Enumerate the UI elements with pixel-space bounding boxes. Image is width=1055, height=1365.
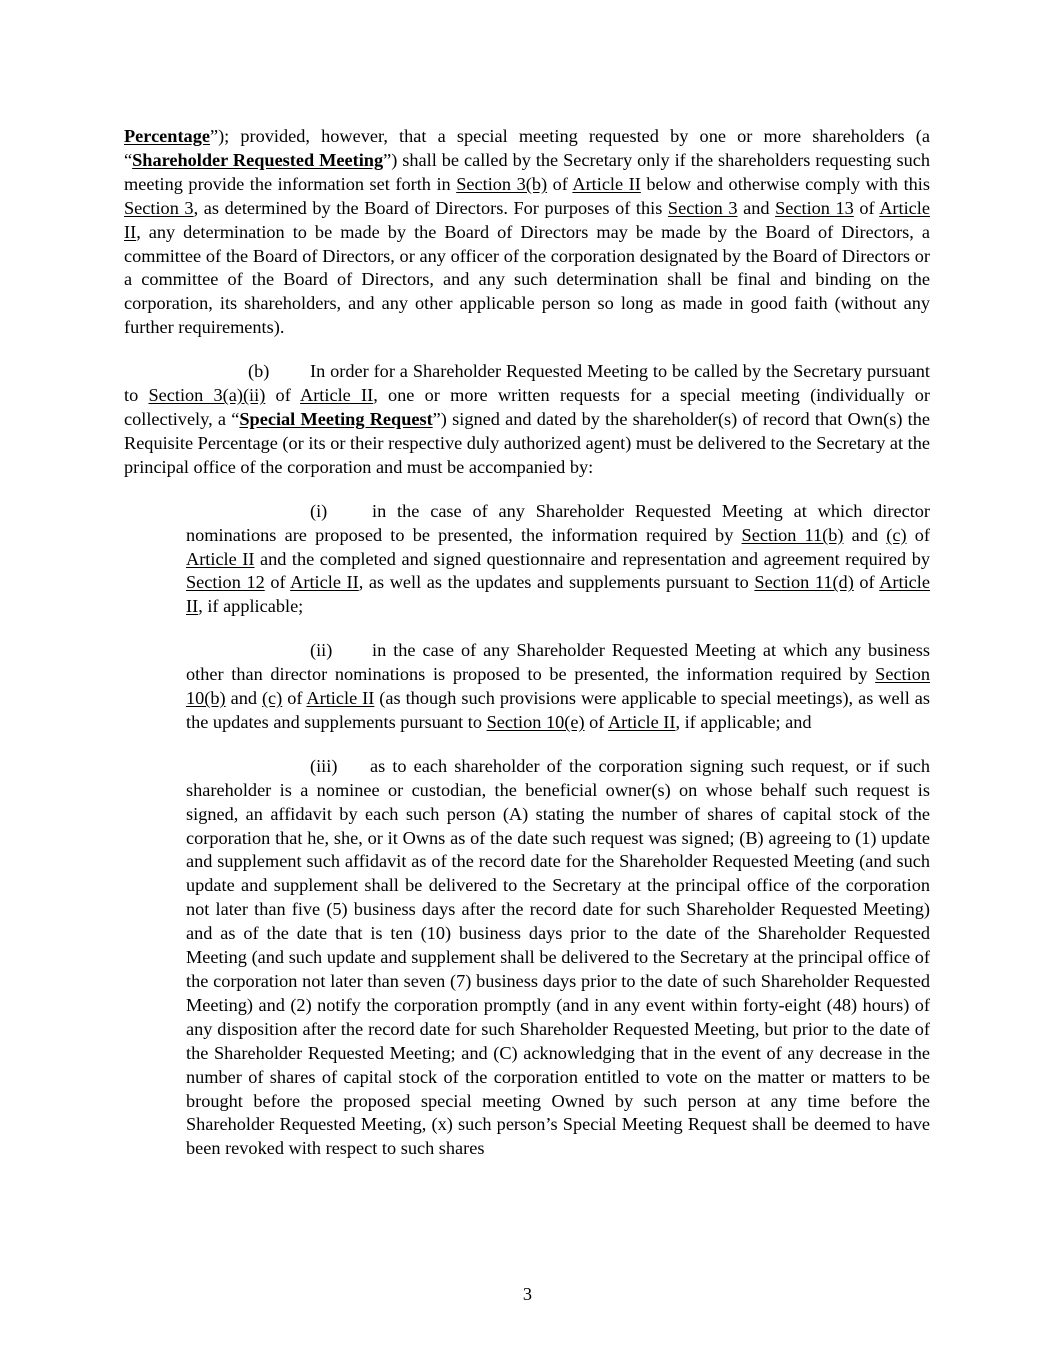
text-run: of [265,385,301,406]
text-run: , if applicable; [198,596,304,617]
text-run: In order for a Shareholder Requested Meeting to be called by the Secretary pursuant to [124,361,930,406]
section-reference: Section 12 [186,572,265,593]
subparagraph-ii [186,639,930,735]
section-reference: Section 11(b) [741,524,844,545]
section-reference: (c) [261,688,283,709]
text-run: of [282,688,307,709]
article-reference: Article II [572,173,641,194]
section-reference: Section 3 [124,197,194,218]
text-run: of [906,524,930,545]
paragraph-b [124,360,930,480]
page-number: 3 [522,1284,533,1304]
text-run: of [853,197,880,218]
text-run: ”) shall be called by the Secretary only if the shareholders requesting such meeting provide the information set forth in [124,149,931,194]
section-reference: Section 13 [775,197,854,218]
text-run: , one or more written requests for a special meeting (individually or collectively, a “ [124,385,930,429]
text-run: , if applicable; and [675,711,812,732]
text-run: as to each shareholder of the corporation signing such request, or if such shareholder is a nominee or custodian, the beneficial owner(s) on whose behalf such request is signed, an affidavit by each such person (A) stating the number of shares of capital stock of the corporation that he, she, or it Owns as of the date such request was signed; (B) agreeing to (1) update and supplement such affidavit as of the record date for the Shareholder Requested Meeting (and such update and supplement shall be delivered to the Secretary at the principal office of the corporation not later than five (5) business days after the record date for such Shareholder Requested Meeting) and as of the date that is ten (10) business days prior to the date of the Shareholder Requested Meeting (and such update and supplement shall be delivered to the Secretary at the principal office of the corporation not later than seven (7) business days prior to the date of such Shareholder Requested Meeting) and (2) notify the corporation promptly (and in any event within forty-eight (48) hours) of any disposition after the record date for such Shareholder Requested Meeting, but prior to the date of the Shareholder Requested Meeting; and (C) acknowledging that in the event of any decrease in the number of shares of capital stock of the corporation entitled to vote on the matter or matters to be brought before the proposed special meeting Owned by such person at any time before the Shareholder Requested Meeting, (x) such person’s Special Meeting Request shall be deemed to have been revoked with respect to such shares [186,755,930,1159]
text-run: of [547,173,573,194]
text-run: of [264,572,291,593]
text-run: (as though such provisions were applicable to special meetings), as well as the updates and supplements pursuant to [186,688,930,732]
text-run: in the case of any Shareholder Requested Meeting at which any business other than director nominations is proposed to be presented, the information required by [186,640,930,685]
text-run: ”) signed and dated by the shareholder(s) of record that Own(s) the Requisite Percentage (or its or their respective duly authorized agent) must be delivered to the Secretary at the principal office of the corporation and must be accompanied by: [124,408,930,477]
document-page [124,125,930,1161]
subparagraph-i [186,500,930,620]
article-reference: Article II [290,572,359,593]
article-reference: Article II [306,688,375,709]
article-reference: Article II [186,572,930,617]
text-run: and the completed and signed questionnaire and representation and agreement required by [254,548,930,569]
section-reference: Section 3(a)(ii) [148,385,266,406]
text-run: and [843,524,887,545]
paragraph-intro [124,125,930,340]
defined-term-percentage: Percentage [124,126,210,146]
text-run: and [737,197,776,218]
text-run: below and otherwise comply with this [640,173,930,194]
text-run: , any determination to be made by the Board of Directors may be made by the Board of Directors, a committee of the Board of Directors, or any officer of the corporation designated by the Board of Directors or a committee of the Board of Directors, and any such determination shall be final and binding on the corporation, its shareholders, and any other applicable person so long as made in good faith (without any further requirements). [124,221,930,338]
text-run: , as well as the updates and supplements pursuant to [358,572,755,593]
paragraph-label-b: (b) [248,361,270,382]
text-run: and [225,688,262,709]
paragraph-label-i: (i) [310,500,328,521]
article-reference: Article II [124,197,930,242]
paragraph-label-ii: (ii) [310,640,333,661]
article-reference: Article II [607,711,676,732]
section-reference: Section 3 [667,197,738,218]
defined-term-shareholder-requested-meeting: Shareholder Requested Meeting [132,149,384,170]
text-run: in the case of any Shareholder Requested Meeting at which director nominations are proposed to be presented, the information required by [186,500,930,545]
section-reference: Section 3(b) [456,173,548,194]
article-reference: Article II [186,548,255,569]
section-reference: (c) [886,524,907,545]
text-run: of [853,572,880,593]
section-reference: Section 11(d) [754,572,854,593]
paragraph-label-iii: (iii) [310,755,338,776]
article-reference: Article II [300,385,374,406]
defined-term-special-meeting-request: Special Meeting Request [239,408,433,429]
section-reference: Section 10(b) [186,664,930,709]
subparagraph-iii [186,755,930,1161]
section-reference: Section 10(e) [486,711,585,732]
text-run: , as determined by the Board of Directors. For purposes of this [193,197,668,218]
text-run: of [584,711,608,732]
text-run: ”); provided, however, that a special meeting requested by one or more shareholders (a “ [124,126,930,170]
